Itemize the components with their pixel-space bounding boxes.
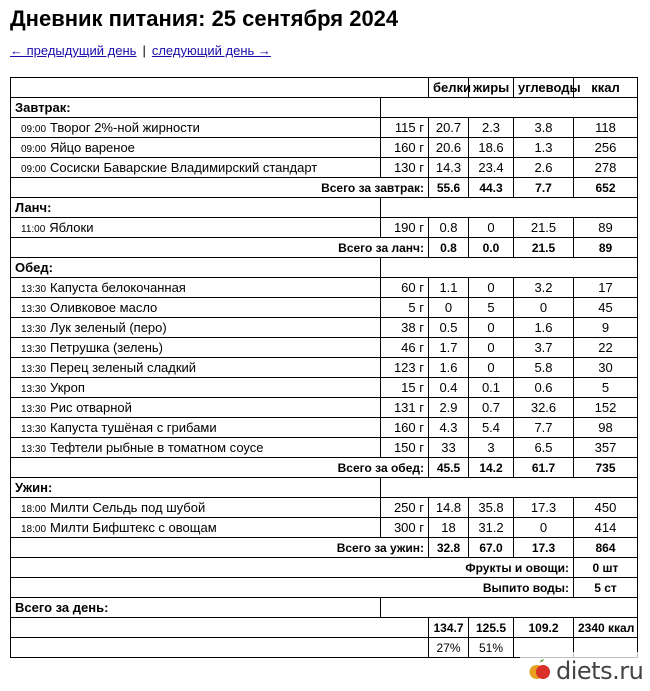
food-kcal: 30 [574,358,638,378]
food-protein: 14.8 [429,498,469,518]
food-name: Тефтели рыбные в томатном соусе [50,440,264,455]
meal-header-blank [381,478,638,498]
food-item-cell [11,278,381,298]
food-kcal: 89 [574,218,638,238]
meal-total-kcal: 89 [574,238,638,258]
food-time: 13:30 [21,384,47,395]
day-total-empty-cell [11,618,429,638]
meal-total-label: Всего за ланч: [11,238,429,258]
food-carbs: 17.3 [514,498,574,518]
food-protein: 18 [429,518,469,538]
meal-header-blank [381,98,638,118]
day-navigation [10,43,271,58]
food-item-row [11,138,638,158]
meal-total-fat: 44.3 [469,178,514,198]
meal-total-label: Всего за завтрак: [11,178,429,198]
food-protein: 20.7 [429,118,469,138]
meal-total-fat: 0.0 [469,238,514,258]
extra-row [11,578,638,598]
food-fat: 0 [469,318,514,338]
food-time: 09:00 [21,144,47,155]
food-time: 13:30 [21,444,47,455]
food-item-row [11,158,638,178]
food-item-cell [11,318,381,338]
meal-header-row [11,478,638,498]
food-weight: 190 г [381,218,429,238]
food-fat: 0 [469,278,514,298]
food-item-cell [11,498,381,518]
extra-value: 5 ст [574,578,638,598]
meal-total-protein: 55.6 [429,178,469,198]
header-kcal: ккал [574,78,638,98]
meal-total-row [11,458,638,478]
food-item-cell [11,138,381,158]
food-fat: 23.4 [469,158,514,178]
food-carbs: 0.6 [514,378,574,398]
day-total-header-blank [381,598,638,618]
meal-total-protein: 0.8 [429,238,469,258]
food-name: Лук зеленый (перо) [50,320,167,335]
food-item-row [11,438,638,458]
food-carbs: 3.8 [514,118,574,138]
food-time: 09:00 [21,164,47,175]
meal-total-carbs: 17.3 [514,538,574,558]
food-item-row [11,118,638,138]
meal-total-label: Всего за ужин: [11,538,429,558]
food-protein: 0.5 [429,318,469,338]
food-fat: 35.8 [469,498,514,518]
meal-header-row [11,258,638,278]
meal-title: Обед: [11,258,381,278]
food-kcal: 357 [574,438,638,458]
food-name: Петрушка (зелень) [50,340,163,355]
food-item-cell [11,218,381,238]
extra-value: 0 шт [574,558,638,578]
food-time: 18:00 [21,524,47,535]
meal-total-protein: 32.8 [429,538,469,558]
food-time: 13:30 [21,284,47,295]
food-weight: 38 г [381,318,429,338]
food-time: 13:30 [21,304,47,315]
food-fat: 0 [469,338,514,358]
header-carbs: углеводы [514,78,574,98]
meal-total-kcal: 735 [574,458,638,478]
food-kcal: 450 [574,498,638,518]
extra-row [11,558,638,578]
food-item-row [11,378,638,398]
food-item-cell [11,418,381,438]
food-name: Рис отварной [50,400,132,415]
food-weight: 131 г [381,398,429,418]
food-weight: 160 г [381,418,429,438]
food-name: Яйцо вареное [50,140,135,155]
food-kcal: 5 [574,378,638,398]
food-protein: 20.6 [429,138,469,158]
food-item-row [11,338,638,358]
meal-total-row [11,238,638,258]
food-item-cell [11,158,381,178]
meal-header-blank [381,258,638,278]
day-total-title: Всего за день: [11,598,381,618]
previous-day-link[interactable]: ← предыдущий день [10,43,137,58]
meal-header-blank [381,198,638,218]
food-item-row [11,218,638,238]
food-fat: 2.3 [469,118,514,138]
food-carbs: 1.3 [514,138,574,158]
food-name: Оливковое масло [50,300,158,315]
food-carbs: 5.8 [514,358,574,378]
food-name: Капуста белокочанная [50,280,186,295]
food-kcal: 45 [574,298,638,318]
food-name: Перец зеленый сладкий [50,360,197,375]
food-item-cell [11,358,381,378]
food-weight: 250 г [381,498,429,518]
day-total-protein: 134.7 [429,618,469,638]
food-fat: 0 [469,218,514,238]
food-time: 18:00 [21,504,47,515]
food-carbs: 1.6 [514,318,574,338]
food-kcal: 118 [574,118,638,138]
meal-total-carbs: 61.7 [514,458,574,478]
food-name: Творог 2%-ной жирности [50,120,200,135]
food-protein: 1.1 [429,278,469,298]
food-fat: 0.1 [469,378,514,398]
day-percent-empty-cell [11,638,429,658]
food-carbs: 3.7 [514,338,574,358]
food-weight: 123 г [381,358,429,378]
food-protein: 1.6 [429,358,469,378]
food-time: 11:00 [21,224,46,235]
meal-total-row [11,538,638,558]
page-title: Дневник питания: 25 сентября 2024 [10,6,399,31]
food-weight: 115 г [381,118,429,138]
meal-total-kcal: 652 [574,178,638,198]
food-protein: 33 [429,438,469,458]
extra-label: Фрукты и овощи: [11,558,574,578]
food-protein: 2.9 [429,398,469,418]
logo-text: diets.ru [556,657,644,685]
food-item-row [11,318,638,338]
food-weight: 130 г [381,158,429,178]
food-protein: 0.8 [429,218,469,238]
food-item-row [11,358,638,378]
food-kcal: 9 [574,318,638,338]
day-total-header-row [11,598,638,618]
food-diary-table [10,77,638,658]
header-fat: жиры [469,78,514,98]
food-item-row [11,518,638,538]
food-weight: 150 г [381,438,429,458]
food-protein: 1.7 [429,338,469,358]
meal-total-protein: 45.5 [429,458,469,478]
header-row [11,78,638,98]
food-weight: 60 г [381,278,429,298]
food-kcal: 98 [574,418,638,438]
food-item-cell [11,338,381,358]
meal-total-carbs: 7.7 [514,178,574,198]
food-weight: 300 г [381,518,429,538]
meal-title: Ужин: [11,478,381,498]
food-item-row [11,278,638,298]
day-total-fat: 125.5 [469,618,514,638]
food-fat: 18.6 [469,138,514,158]
food-carbs: 7.7 [514,418,574,438]
food-time: 13:30 [21,364,47,375]
food-kcal: 152 [574,398,638,418]
food-time: 13:30 [21,404,47,415]
food-kcal: 256 [574,138,638,158]
meal-title: Завтрак: [11,98,381,118]
food-item-cell [11,518,381,538]
food-item-cell [11,118,381,138]
food-name: Яблоки [49,220,94,235]
apple-icon [528,658,552,682]
header-protein: белки [429,78,469,98]
food-fat: 0 [469,358,514,378]
food-kcal: 22 [574,338,638,358]
food-carbs: 3.2 [514,278,574,298]
food-time: 13:30 [21,424,47,435]
food-weight: 160 г [381,138,429,158]
food-time: 09:00 [21,124,47,135]
food-item-cell [11,298,381,318]
food-protein: 14.3 [429,158,469,178]
food-fat: 0.7 [469,398,514,418]
food-item-cell [11,438,381,458]
food-fat: 5.4 [469,418,514,438]
food-fat: 5 [469,298,514,318]
meal-total-row [11,178,638,198]
day-fat-percent: 51% [469,638,514,658]
meal-header-row [11,98,638,118]
meal-total-fat: 14.2 [469,458,514,478]
food-carbs: 21.5 [514,218,574,238]
food-time: 13:30 [21,344,47,355]
food-fat: 3 [469,438,514,458]
meal-title: Ланч: [11,198,381,218]
food-name: Укроп [50,380,85,395]
food-protein: 4.3 [429,418,469,438]
food-carbs: 0 [514,298,574,318]
food-kcal: 278 [574,158,638,178]
food-item-row [11,298,638,318]
meal-total-carbs: 21.5 [514,238,574,258]
food-carbs: 32.6 [514,398,574,418]
food-name: Сосиски Баварские Владимирский стандарт [50,160,318,175]
food-item-row [11,418,638,438]
diets-logo [520,652,648,690]
food-name: Милти Бифштекс с овощам [50,520,217,535]
food-weight: 5 г [381,298,429,318]
food-carbs: 6.5 [514,438,574,458]
day-total-carbs: 109.2 [514,618,574,638]
next-day-link[interactable]: следующий день → [151,43,271,58]
food-item-cell [11,398,381,418]
meal-total-fat: 67.0 [469,538,514,558]
day-protein-percent: 27% [429,638,469,658]
food-carbs: 2.6 [514,158,574,178]
food-item-cell [11,378,381,398]
food-protein: 0 [429,298,469,318]
extra-label: Выпито воды: [11,578,574,598]
food-time: 13:30 [21,324,47,335]
meal-total-label: Всего за обед: [11,458,429,478]
nav-separator: | [142,43,146,58]
food-name: Милти Сельдь под шубой [50,500,206,515]
food-protein: 0.4 [429,378,469,398]
food-name: Капуста тушёная с грибами [50,420,217,435]
food-carbs: 0 [514,518,574,538]
food-weight: 15 г [381,378,429,398]
food-item-row [11,498,638,518]
meal-total-kcal: 864 [574,538,638,558]
food-kcal: 414 [574,518,638,538]
meal-header-row [11,198,638,218]
food-fat: 31.2 [469,518,514,538]
food-kcal: 17 [574,278,638,298]
day-total-kcal: 2340 ккал [574,618,638,638]
day-total-values-row [11,618,638,638]
header-empty-cell [11,78,429,98]
food-item-row [11,398,638,418]
food-weight: 46 г [381,338,429,358]
